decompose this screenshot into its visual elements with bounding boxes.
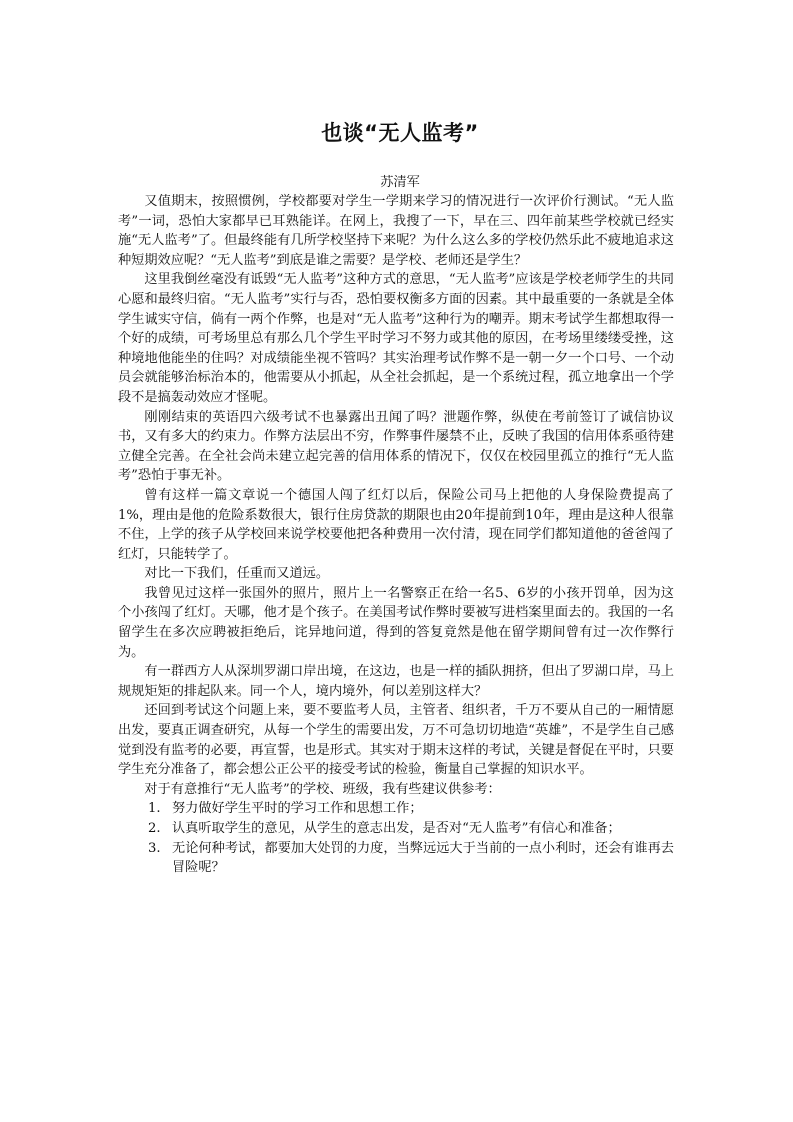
list-item	[118, 839, 674, 878]
paragraph: 曾有这样一篇文章说一个德国人闯了红灯以后，保险公司马上把他的人身保险费提高了1%，理由是他的危险系数很大，银行住房贷款的期限也由20年提前到10年，理由是这种人很靠不住，上学的孩子从学校回来说学校要他把各种费用一次付清，现在同学们都知道他的爸爸闯了红灯，只能转学了。	[118, 487, 674, 562]
paragraph: 还回到考试这个问题上来，要不要监考人员，主管者、组织者，千万不要从自己的一厢情愿出发，要真正调查研究，从每一个学生的需要出发，万不可急切切地造“英雄”，不是学生自己感觉到没有监考的必要，再宣誓，也是形式。其实对于期末这样的考试，关键是督促在平时，只要学生充分准备了，都会想公正公平的接受考试的检验，衡量自己掌握的知识水平。	[118, 703, 674, 778]
list-item	[118, 819, 674, 839]
paragraph: 又值期末，按照惯例，学校都要对学生一学期来学习的情况进行一次评价行测试。“无人监考”一词，恐怕大家都早已耳熟能详。在网上，我搜了一下，早在三、四年前某些学校就已经实施“无人监考”了。但最终能有几所学校坚持下来呢？为什么这么多的学校仍然乐此不疲地追求这种短期效应呢？“无人监考”到底是谁之需要？是学校、老师还是学生？	[118, 194, 674, 268]
paragraph: 有一群西方人从深圳罗湖口岸出境，在这边，也是一样的插队拥挤，但出了罗湖口岸，马上规规矩矩的排起队来。同一个人，境内境外，何以差别这样大？	[118, 664, 674, 699]
paragraph: 这里我倒丝毫没有诋毁“无人监考”这种方式的意思，“无人监考”应该是学校老师学生的共同心愿和最终归宿。“无人监考”实行与否，恐怕要权衡多方面的因素。其中最重要的一条就是全体学生诚实守信，倘有一两个作弊，也是对“无人监考”这种行为的嘲弄。期末考试学生都想取得一个好的成绩，可考场里总有那么几个学生平时学习不努力或其他的原因，在考场里缕缕受挫，这种境地他能坐的住吗？对成绩能坐视不管吗？其实治理考试作弊不是一朝一夕一个口号、一个动员会就能够治标治本的，他需要从小抓起，从全社会抓起，是一个系统过程，孤立地拿出一个学段不是搞轰动效应才怪呢。	[118, 272, 674, 405]
document-title: 也谈“无人监考”	[321, 121, 479, 145]
paragraph: 对于有意推行“无人监考”的学校、班级，我有些建议供参考：	[144, 781, 501, 797]
list-item-number: 2.	[148, 821, 161, 836]
paragraph: 我曾见过这样一张国外的照片，照片上一名警察正在给一名5、6岁的小孩开罚单，因为这个小孩闯了红灯。天哪，他才是个孩子。在美国考试作弊时要被写进档案里面去的。我国的一名留学生在多次应聘被拒绝后，诧异地问道，得到的答复竟然是他在留学期间曾有过一次作弊行为。	[118, 585, 674, 660]
list-item-number: 3.	[148, 840, 161, 856]
article-body	[118, 192, 674, 878]
suggestion-list	[118, 799, 674, 877]
paragraph: 对比一下我们，任重而又道远。	[144, 566, 330, 582]
author-name: 苏清军	[380, 175, 420, 190]
list-item-text: 无论何种考试，都要加大处罚的力度，当弊远远大于当前的一点小利时，还会有谁再去冒险呢？	[172, 840, 674, 876]
list-item-text: 努力做好学生平时的学习工作和思想工作；	[172, 801, 423, 817]
list-item-text: 认真听取学生的意见，从学生的意志出发，是否对“无人监考”有信心和准备；	[172, 821, 621, 836]
list-item	[118, 799, 674, 819]
list-item-number: 1.	[148, 801, 161, 817]
paragraph: 刚刚结束的英语四六级考试不也暴露出丑闻了吗？泄题作弊，纵使在考前签订了诚信协议书，又有多大的约束力。作弊方法层出不穷，作弊事件屡禁不止，反映了我国的信用体系亟待建立健全完善。在全社会尚未建立起完善的信用体系的情况下，仅仅在校园里孤立的推行“无人监考”恐怕于事无补。	[118, 409, 674, 484]
